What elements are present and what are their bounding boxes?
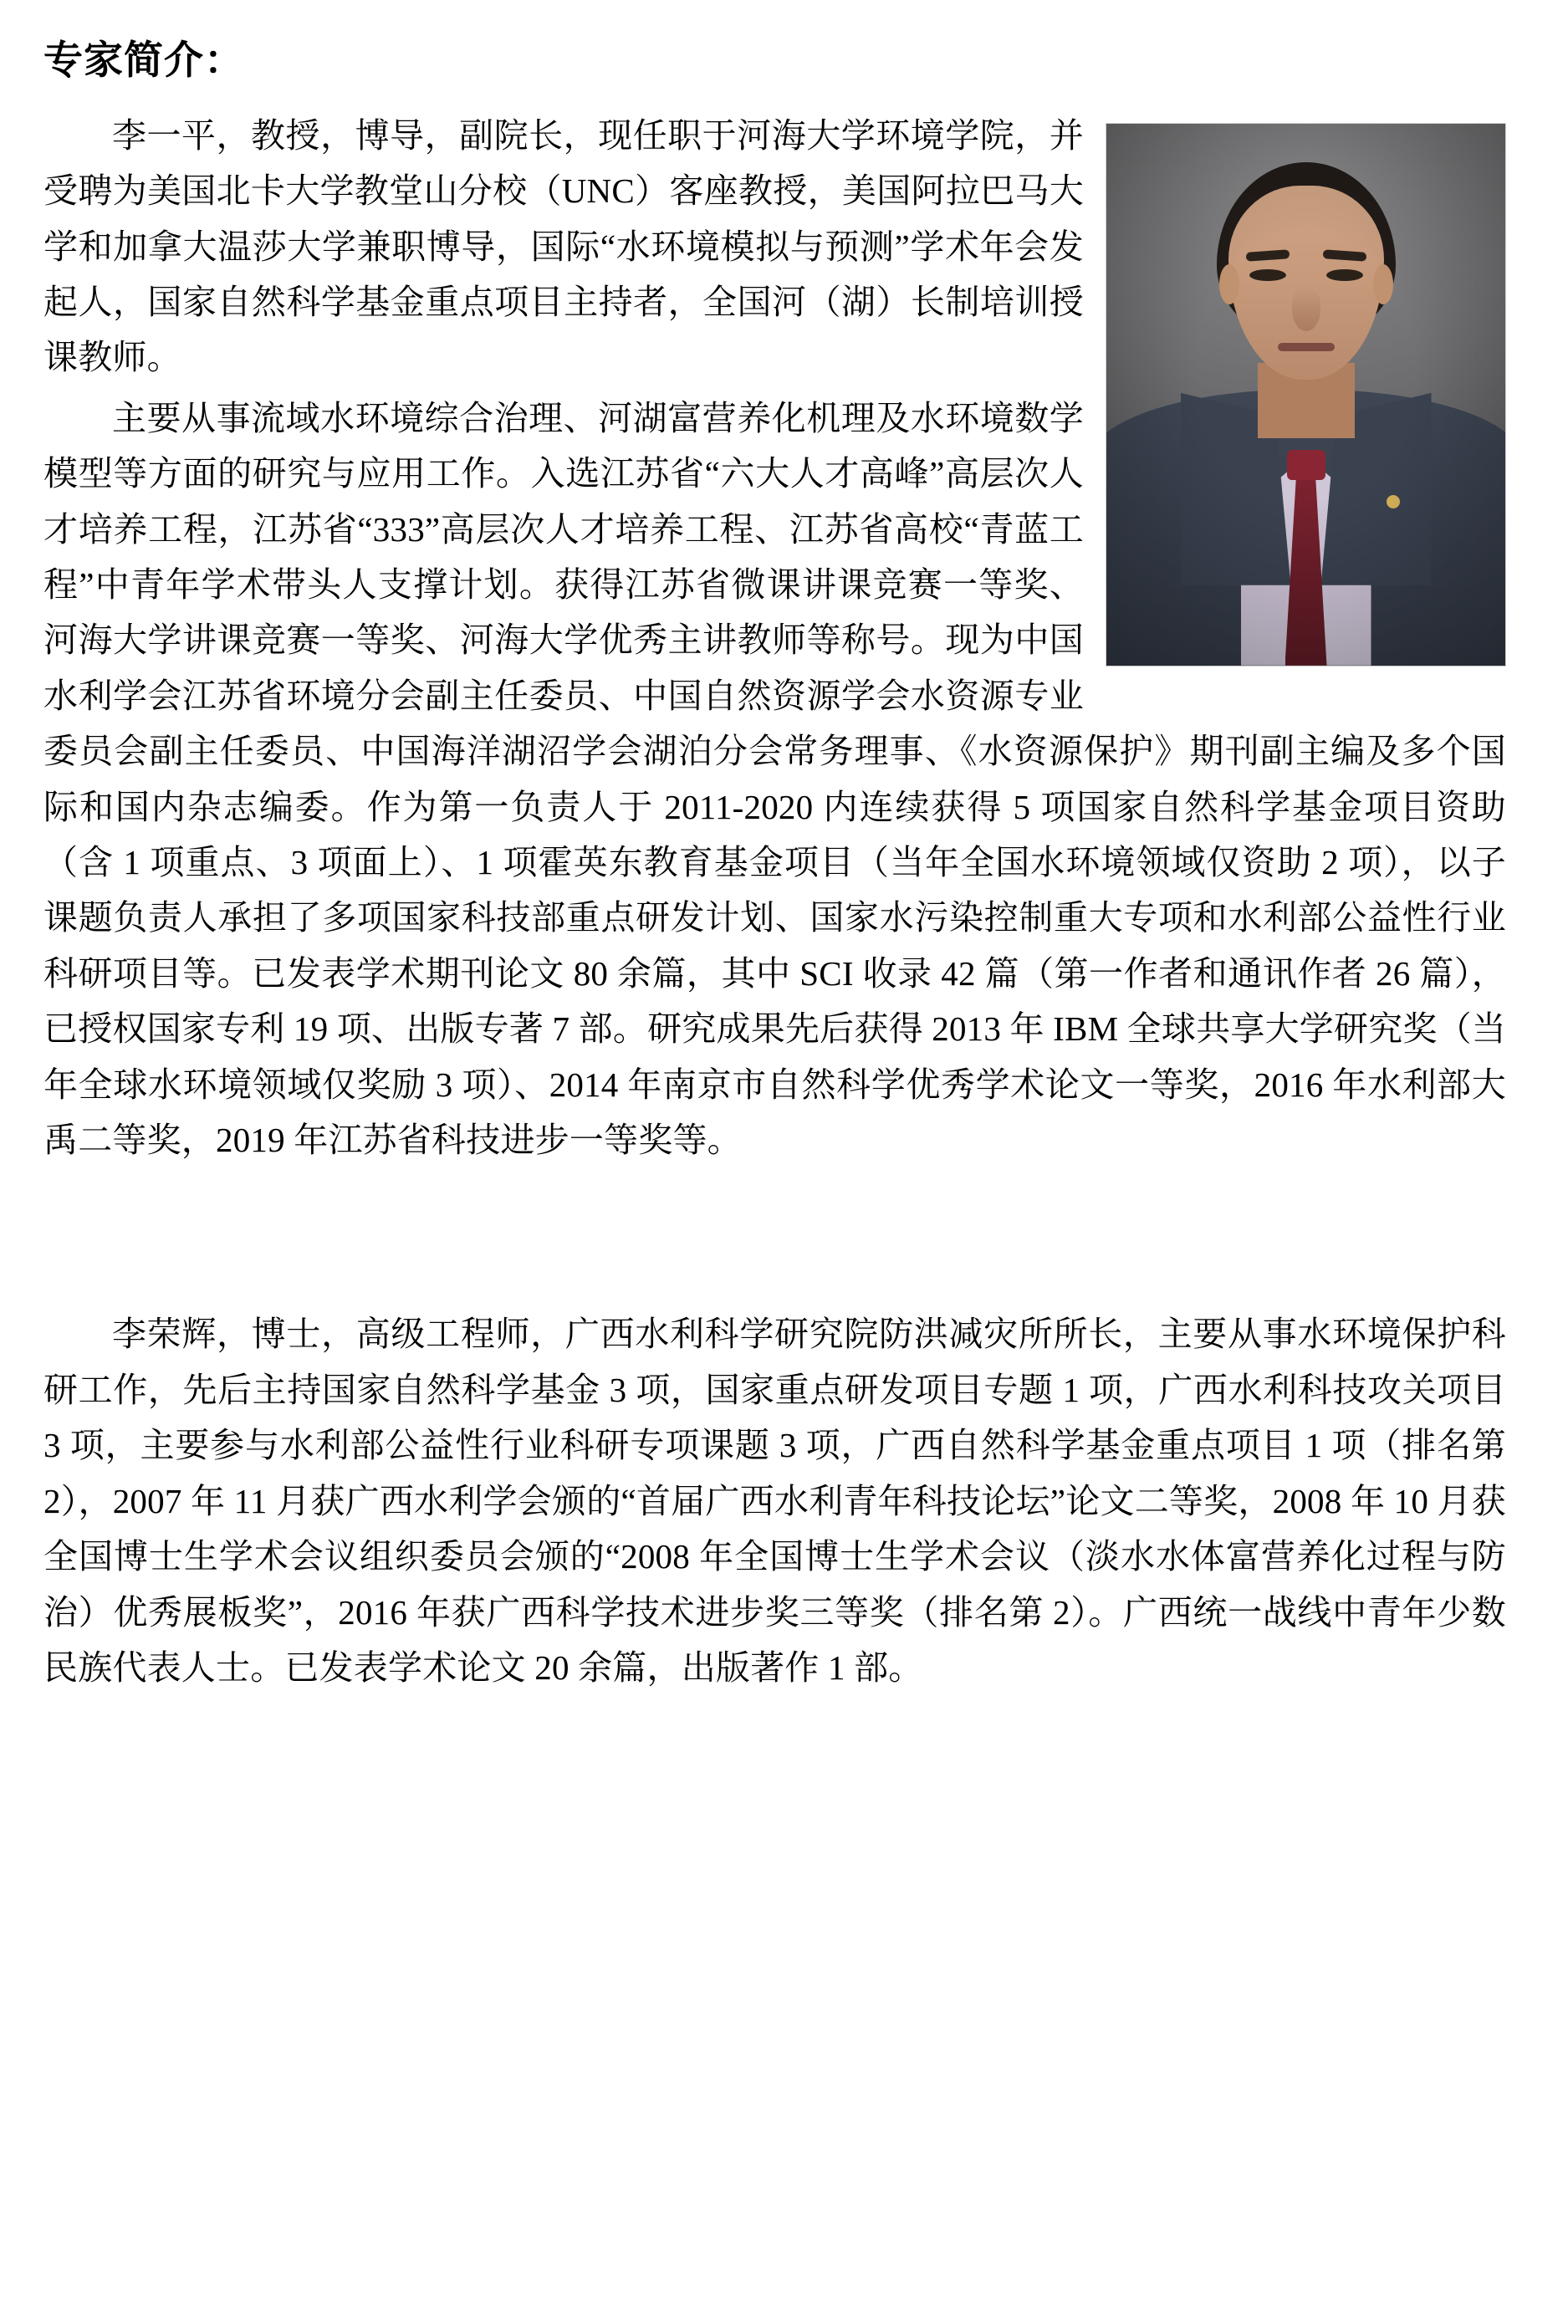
section-spacer: [43, 1172, 1506, 1306]
expert-2-paragraph-1: 李荣辉，博士，高级工程师，广西水利科学研究院防洪减灾所所长，主要从事水环境保护科研工作，先后主持国家自然科学基金 3 项，国家重点研发项目专题 1 项，广西水利科技攻关项目 3 项，主要参与水利部公益性行业科研专项课题 3 项，广西自然科学基金重点项目 1 项（排名第 2），2007 年 11 月获广西水利学会颁的“首届广西水利青年科技论坛”论文二等奖，2008 年 10 月获全国博士生学术会议组织委员会颁的“2008 年全国博士生学术会议（淡水水体富营养化过程与防治）优秀展板奖”，2016 年获广西科学技术进步奖三等奖（排名第 2）。广西统一战线中青年少数民族代表人士。已发表学术论文 20 余篇，出版著作 1 部。: [43, 1315, 1506, 1687]
expert-1-paragraph-2: 主要从事流域水环境综合治理、河湖富营养化机理及水环境数学模型等方面的研究与应用工作。入选江苏省“六大人才高峰”高层次人才培养工程，江苏省“333”高层次人才培养工程、江苏省高校“青蓝工程”中青年学术带头人支撑计划。获得江苏省微课讲课竞赛一等奖、河海大学讲课竞赛一等奖、河海大学优秀主讲教师等称号。现为中国水利学会江苏省环境分会副主任委员、中国自然资源学会水资源专业委员会副主任委员、中国海洋湖沼学会湖泊分会常务理事、《水资源保护》期刊副主编及多个国际和国内杂志编委。作为第一负责人于 2011-2020 内连续获得 5 项国家自然科学基金项目资助（含 1 项重点、3 项面上）、1 项霍英东教育基金项目（当年全国水环境领域仅资助 2 项），以子课题负责人承担了多项国家科技部重点研发计划、国家水污染控制重大专项和水利部公益性行业科研项目等。已发表学术期刊论文 80 余篇，其中 SCI 收录 42 篇（第一作者和通讯作者 26 篇），已授权国家专利 19 项、出版专著 7 部。研究成果先后获得 2013 年 IBM 全球共享大学研究奖（当年全球水环境领域仅奖励 3 项）、2014 年南京市自然科学优秀学术论文一等奖，2016 年水利部大禹二等奖，2019 年江苏省科技进步一等奖等。: [43, 398, 1506, 1160]
expert-portrait-photo: [1106, 123, 1506, 667]
page-title: 专家简介：: [43, 39, 244, 83]
photo-vignette: [1106, 124, 1505, 666]
expert-1-paragraph-1: 李一平，教授，博导，副院长，现任职于河海大学环境学院，并受聘为美国北卡大学教堂山分校（UNC）客座教授，美国阿拉巴马大学和加拿大温莎大学兼职博导，国际“水环境模拟与预测”学术年会发起人，国家自然科学基金重点项目主持者，全国河（湖）长制培训授课教师。: [43, 115, 1084, 377]
